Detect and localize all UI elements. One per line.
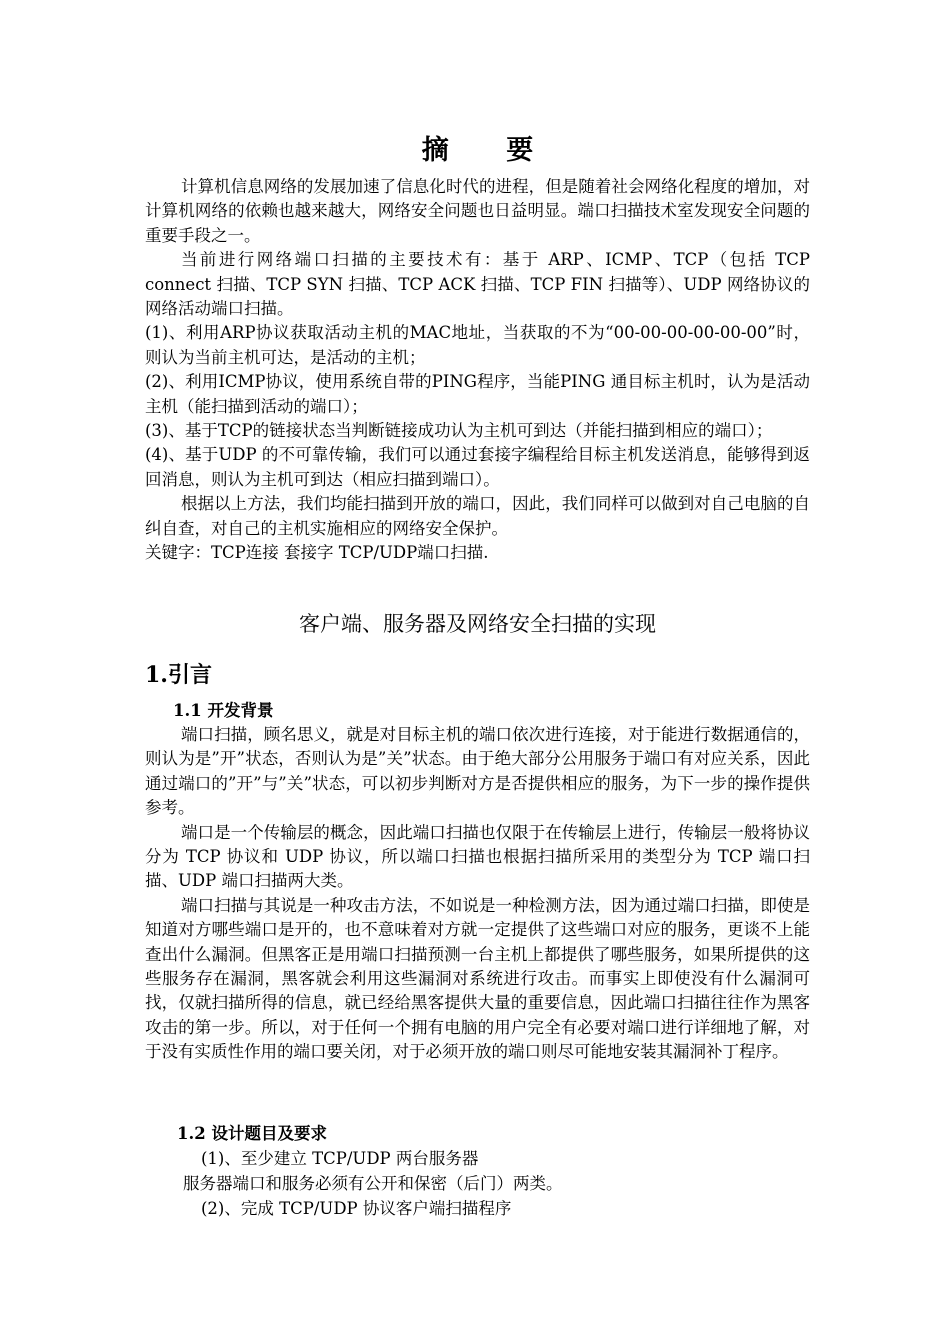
section-1-1-heading: 1.1 开发背景 xyxy=(173,701,274,720)
background-paragraph-2: 端口是一个传输层的概念，因此端口扫描也仅限于在传输层上进行，传输层一般将协议分为 TCP 协议和 UDP 协议，所以端口扫描也根据扫描所采用的类型分为 TCP 端口扫描、UDP 端口扫描两大类。 xyxy=(145,822,810,891)
requirement-1-note: 服务器端口和服务必须有公开和保密（后门）两类。 xyxy=(183,1174,563,1193)
abstract-item-1: (1)、利用ARP协议获取活动主机的MAC地址，当获取的不为“00-00-00-00-00-00”时，则认为当前主机可达，是活动的主机； xyxy=(145,323,810,367)
main-title: 客户端、服务器及网络安全扫描的实现 xyxy=(299,612,656,636)
abstract-paragraph-1: 计算机信息网络的发展加速了信息化时代的进程，但是随着社会网络化程度的增加，对计算机网络的依赖也越来越大，网络安全问题也日益明显。端口扫描技术室发现安全问题的重要手段之一。 xyxy=(145,177,810,245)
abstract-title: 摘 要 xyxy=(421,135,558,166)
abstract-paragraph-3: 根据以上方法，我们均能扫描到开放的端口，因此，我们同样可以做到对自己电脑的自纠自查，对自己的主机实施相应的网络安全保护。 xyxy=(145,494,810,538)
section-1-heading: 1.引言 xyxy=(145,662,212,688)
abstract-item-3: (3)、基于TCP的链接状态当判断链接成功认为主机可到达（并能扫描到相应的端口）； xyxy=(145,421,773,441)
abstract-body xyxy=(145,175,810,566)
abstract-item-2: (2)、利用ICMP协议，使用系统自带的PING程序，当能PING 通目标主机时，认为是活动主机（能扫描到活动的端口）； xyxy=(145,372,810,416)
background-paragraph-1: 端口扫描，顾名思义，就是对目标主机的端口依次进行连接，对于能进行数据通信的，则认为是”开”状态，否则认为是”关”状态。由于绝大部分公用服务于端口有对应关系，因此通过端口的”开”与”关”状态，可以初步判断对方是否提供相应的服务，为下一步的操作提供参考。 xyxy=(145,725,810,818)
abstract-paragraph-2: 当前进行网络端口扫描的主要技术有：基于 ARP、ICMP、TCP（包括 TCP connect 扫描、TCP SYN 扫描、TCP ACK 扫描、TCP FIN 扫描等）、UDP 网络协议的网络活动端口扫描。 xyxy=(145,250,810,319)
background-paragraph-3: 端口扫描与其说是一种攻击方法，不如说是一种检测方法，因为通过端口扫描，即使是知道对方哪些端口是开的，也不意味着对方就一定提供了这些端口对应的服务，更谈不上能查出什么漏洞。但黑客正是用端口扫描预测一台主机上都提供了哪些服务，如果所提供的这些服务存在漏洞，黑客就会利用这些漏洞对系统进行攻击。而事实上即使没有什么漏洞可找，仅就扫描所得的信息，就已经给黑客提供大量的重要信息，因此端口扫描往往作为黑客攻击的第一步。所以，对于任何一个拥有电脑的用户完全有必要对端口进行详细地了解，对于没有实质性作用的端口要关闭，对于必须开放的端口则尽可能地安装其漏洞补丁程序。 xyxy=(145,895,810,1062)
requirement-2: (2)、完成 TCP/UDP 协议客户端扫描程序 xyxy=(201,1199,512,1218)
keywords: 关键字：TCP连接 套接字 TCP/UDP端口扫描. xyxy=(145,543,489,563)
requirement-1: (1)、至少建立 TCP/UDP 两台服务器 xyxy=(201,1149,479,1168)
section-1-2-heading: 1.2 设计题目及要求 xyxy=(177,1124,327,1143)
abstract-item-4: (4)、基于UDP 的不可靠传输，我们可以通过套接字编程给目标主机发送消息，能够得到返回消息，则认为主机可到达（相应扫描到端口）。 xyxy=(145,445,810,489)
section-1-1-body xyxy=(145,723,810,1065)
